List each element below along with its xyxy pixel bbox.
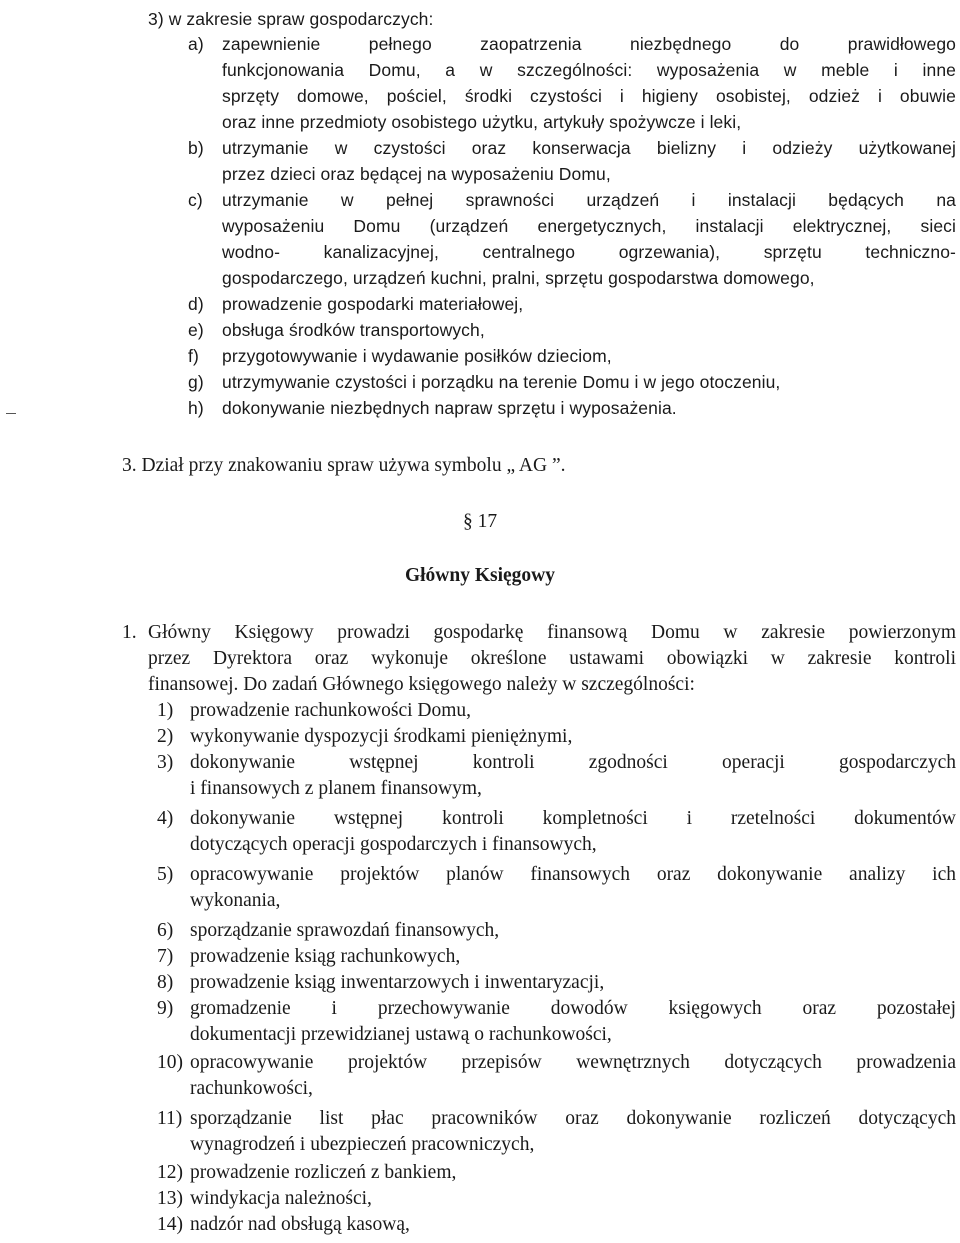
item-label: g) xyxy=(188,372,204,392)
duty-label: 7) xyxy=(157,946,174,967)
list-item-a xyxy=(0,31,960,57)
duty-item xyxy=(0,1160,960,1186)
duty-item xyxy=(0,970,960,996)
duty-label: 1) xyxy=(157,700,174,721)
item-label: h) xyxy=(188,398,204,418)
item-text: utrzymywanie czystości i porządku na terenie Domu i w jego otoczeniu, xyxy=(222,372,781,392)
item-text: oraz inne przedmioty osobistego użytku, artykuły spożywcze i leki, xyxy=(222,112,742,132)
duty-item-cont xyxy=(0,1022,960,1048)
item-label: d) xyxy=(188,294,204,314)
list-item-d xyxy=(0,291,960,317)
item-text: sprzęty domowe, pościel, środki czystości i higieny osobistej, odzież i obuwie xyxy=(222,86,956,106)
list-item-e xyxy=(0,317,960,343)
duty-item xyxy=(0,1212,960,1238)
duty-label: 11) xyxy=(157,1108,183,1129)
duty-item xyxy=(0,750,960,776)
item-text: obsługa środków transportowych, xyxy=(222,320,485,340)
duty-label: 9) xyxy=(157,998,174,1019)
list-item-a-cont xyxy=(0,57,960,83)
duty-text: opracowywanie projektów przepisów wewnętrznych dotyczących prowadzenia xyxy=(190,1052,956,1073)
point-1-text: przez Dyrektora oraz wykonuje określone ustawami obowiązki w zakresie kontroli xyxy=(148,648,956,669)
duty-item xyxy=(0,1050,960,1076)
duty-label: 3) xyxy=(157,752,174,773)
section-header-text: 3) w zakresie spraw gospodarczych: xyxy=(148,9,434,29)
duty-item xyxy=(0,862,960,888)
item-text: wyposażeniu Domu (urządzeń energetycznych, instalacji elektrycznej, sieci xyxy=(222,216,956,236)
item-label: e) xyxy=(188,320,204,340)
duty-label: 14) xyxy=(157,1214,183,1235)
duty-item xyxy=(0,944,960,970)
duty-text: wynagrodzeń i ubezpieczeń pracowniczych, xyxy=(190,1134,535,1155)
item-text: prowadzenie gospodarki materiałowej, xyxy=(222,294,524,314)
duty-label: 10) xyxy=(157,1052,183,1073)
point-1-text: finansowej. Do zadań Głównego księgowego należy w szczególności: xyxy=(148,674,695,695)
item-label: b) xyxy=(188,138,204,158)
duty-text: gromadzenie i przechowywanie dowodów księgowych oraz pozostałej xyxy=(190,998,956,1019)
duty-item-cont xyxy=(0,776,960,802)
duty-text: prowadzenie ksiąg rachunkowych, xyxy=(190,946,461,967)
duty-text: prowadzenie ksiąg inwentarzowych i inwentaryzacji, xyxy=(190,972,605,993)
item-text: dokonywanie niezbędnych napraw sprzętu i wyposażenia. xyxy=(222,398,677,418)
section-header xyxy=(0,6,960,32)
duty-item xyxy=(0,698,960,724)
item-text: funkcjonowania Domu, a w szczególności: wyposażenia w meble i inne xyxy=(222,60,956,80)
point-1 xyxy=(0,620,960,646)
duty-item-cont xyxy=(0,888,960,914)
duty-item xyxy=(0,724,960,750)
duty-text: dokonywanie wstępnej kontroli zgodności operacji gospodarczych xyxy=(190,752,956,773)
point-1-cont xyxy=(0,672,960,698)
duty-text: windykacja należności, xyxy=(190,1188,372,1209)
duty-item-cont xyxy=(0,832,960,858)
list-item-b xyxy=(0,135,960,161)
list-item-a-cont xyxy=(0,109,960,135)
duty-text: prowadzenie rozliczeń z bankiem, xyxy=(190,1162,457,1183)
duty-label: 13) xyxy=(157,1188,183,1209)
duty-text: wykonania, xyxy=(190,890,281,911)
duty-item-cont xyxy=(0,1132,960,1158)
list-item-f xyxy=(0,343,960,369)
item-text: przez dzieci oraz będącej na wyposażeniu Domu, xyxy=(222,164,611,184)
paragraph-sign: § 17 xyxy=(462,511,498,532)
list-item-h xyxy=(0,395,960,421)
duty-text: nadzór nad obsługą kasową, xyxy=(190,1214,410,1235)
duty-item xyxy=(0,1186,960,1212)
list-item-a-cont xyxy=(0,83,960,109)
duty-item xyxy=(0,806,960,832)
item-text: gospodarczego, urządzeń kuchni, pralni, sprzętu gospodarstwa domowego, xyxy=(222,268,815,288)
duty-label: 5) xyxy=(157,864,174,885)
duty-text: opracowywanie projektów planów finansowych oraz dokonywanie analizy ich xyxy=(190,864,956,885)
duty-item xyxy=(0,1106,960,1132)
duty-text: rachunkowości, xyxy=(190,1078,313,1099)
item-text: przygotowywanie i wydawanie posiłków dzieciom, xyxy=(222,346,612,366)
point-1-label: 1. xyxy=(122,622,137,643)
item-label: a) xyxy=(188,34,204,54)
list-item-c-cont xyxy=(0,239,960,265)
duty-text: wykonywanie dyspozycji środkami pieniężnymi, xyxy=(190,726,573,747)
item-text: zapewnienie pełnego zaopatrzenia niezbędnego do prawidłowego xyxy=(222,34,956,54)
duty-text: i finansowych z planem finansowym, xyxy=(190,778,482,799)
point-1-text: Główny Księgowy prowadzi gospodarkę finansową Domu w zakresie powierzonym xyxy=(148,622,956,643)
duty-item xyxy=(0,918,960,944)
duty-text: sporządzanie sprawozdań finansowych, xyxy=(190,920,500,941)
duty-label: 8) xyxy=(157,972,174,993)
item-text: wodno- kanalizacyjnej, centralnego ogrzewania), sprzętu techniczno- xyxy=(222,242,956,262)
point-3 xyxy=(0,453,960,479)
duty-text: sporządzanie list płac pracowników oraz dokonywanie rozliczeń dotyczących xyxy=(190,1108,956,1129)
duty-label: 12) xyxy=(157,1162,183,1183)
item-text: utrzymanie w pełnej sprawności urządzeń i instalacji będących na xyxy=(222,190,956,210)
duty-text: prowadzenie rachunkowości Domu, xyxy=(190,700,472,721)
duty-item xyxy=(0,996,960,1022)
point-1-cont xyxy=(0,646,960,672)
item-label: f) xyxy=(188,346,199,366)
point-3-text: 3. Dział przy znakowaniu spraw używa symbolu „ AG ”. xyxy=(122,455,566,476)
list-item-c-cont xyxy=(0,213,960,239)
list-item-b-cont xyxy=(0,161,960,187)
list-item-c xyxy=(0,187,960,213)
duty-label: 6) xyxy=(157,920,174,941)
item-text: utrzymanie w czystości oraz konserwacja bielizny i odzieży użytkowanej xyxy=(222,138,956,158)
item-label: c) xyxy=(188,190,203,210)
section-title: Główny Księgowy xyxy=(404,565,556,586)
duty-text: dokumentacji przewidzianej ustawą o rachunkowości, xyxy=(190,1024,612,1045)
duty-text: dokonywanie wstępnej kontroli kompletności i rzetelności dokumentów xyxy=(190,808,956,829)
duty-item-cont xyxy=(0,1076,960,1102)
duty-label: 4) xyxy=(157,808,174,829)
list-item-g xyxy=(0,369,960,395)
duty-label: 2) xyxy=(157,726,174,747)
list-item-c-cont xyxy=(0,265,960,291)
duty-text: dotyczących operacji gospodarczych i finansowych, xyxy=(190,834,597,855)
